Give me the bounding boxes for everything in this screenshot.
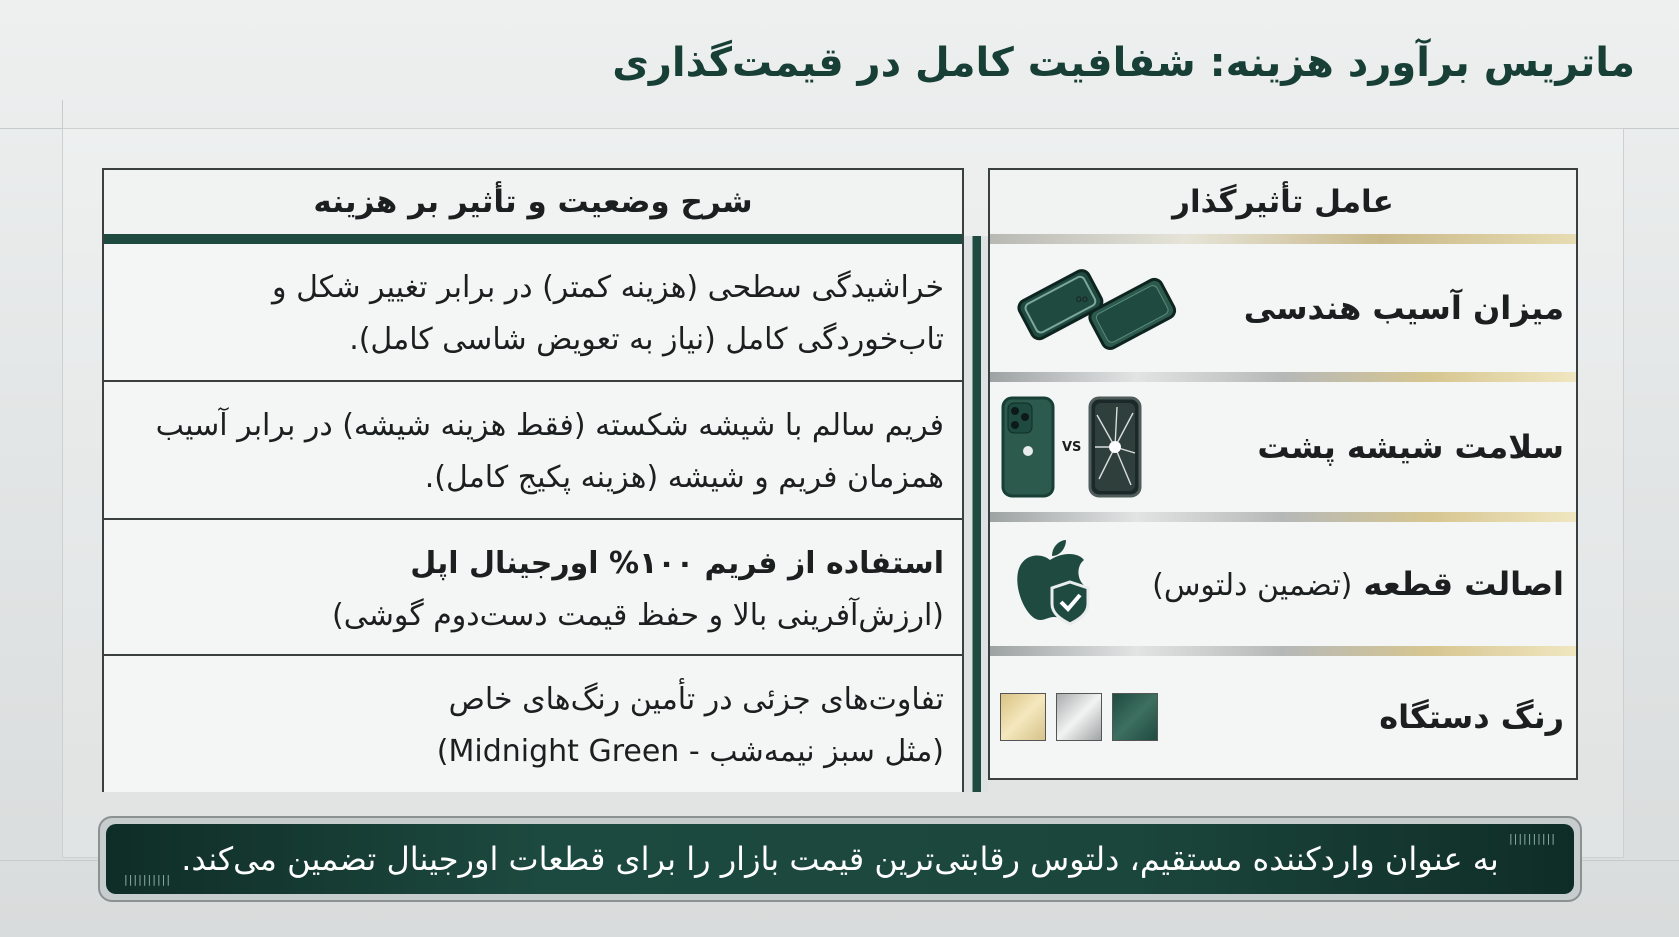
factor-label-note: (تضمین دلتوس): [1152, 568, 1353, 603]
description-cell-geometry: [104, 244, 962, 380]
factor-label-text: اصالت قطعه: [1363, 565, 1564, 603]
description-line: همزمان فریم و شیشه (هزینه پکیج کامل).: [424, 460, 944, 495]
bent-phone-icon: [1000, 258, 1180, 358]
svg-text:oo: oo: [1075, 294, 1088, 305]
swatch-gold: [1000, 693, 1046, 741]
factor-cell-backglass: [988, 382, 1578, 512]
vs-label: VS: [1062, 439, 1082, 455]
header-accent-bar: [102, 234, 964, 244]
description-cell-backglass: [104, 380, 962, 518]
row-separator: [988, 646, 1578, 656]
decor-line: [0, 128, 62, 129]
swatch-silver: [1056, 693, 1102, 741]
banner-text: به عنوان واردکننده مستقیم، دلتوس رقابتی‌ترین قیمت بازار را برای قطعات اورجینال تضمین می‌کند.: [181, 840, 1499, 878]
row-separator: [988, 512, 1578, 522]
swatch-midnight-green: [1112, 693, 1158, 741]
description-line: استفاده از فریم ۱۰۰% اورجینال اپل: [410, 546, 944, 581]
description-line: خراشیدگی سطحی (هزینه کمتر) در برابر تغییر شکل و: [272, 270, 944, 305]
description-line: (مثل سبز نیمه‌شب - Midnight Green): [436, 734, 944, 769]
factor-header: عامل تأثیرگذار: [988, 168, 1578, 234]
row-separator: [988, 372, 1578, 382]
description-line: (ارزش‌آفرینی بالا و حفظ قیمت دست‌دوم گوشی): [332, 598, 944, 633]
color-swatches-icon: [1000, 693, 1158, 741]
factor-column: [988, 168, 1578, 792]
description-line: فریم سالم با شیشه شکسته (فقط هزینه شیشه) در برابر آسیب: [155, 408, 944, 443]
factor-label: میزان آسیب هندسی: [1243, 289, 1564, 327]
bottom-banner: [98, 816, 1582, 902]
cracked-vs-intact-phone-icon: [1000, 395, 1143, 499]
apple-shield-icon: [1000, 532, 1100, 636]
banner-tick-decor: ||||||||||: [124, 873, 172, 886]
factor-label: رنگ دستگاه: [1379, 698, 1564, 736]
factor-label: [1152, 565, 1564, 603]
description-cell-color: [104, 654, 962, 792]
description-rows: [102, 244, 964, 792]
page-title: ماتریس برآورد هزینه: شفافیت کامل در قیمت‌گذاری: [612, 40, 1635, 86]
factor-cell-color: [988, 656, 1578, 780]
description-cell-authenticity: [104, 518, 962, 654]
factor-label: سلامت شیشه پشت: [1257, 428, 1564, 466]
factor-cell-geometry: [988, 244, 1578, 372]
column-divider: [964, 236, 988, 792]
decor-line: [1622, 128, 1679, 129]
banner-inner: [106, 824, 1574, 894]
description-header: شرح وضعیت و تأثیر بر هزینه: [102, 168, 964, 234]
description-line: تفاوت‌های جزئی در تأمین رنگ‌های خاص: [448, 682, 944, 717]
banner-tick-decor: ||||||||||: [1508, 832, 1556, 845]
description-column: [102, 168, 964, 792]
factor-cell-authenticity: [988, 522, 1578, 646]
description-line: تاب‌خوردگی کامل (نیاز به تعویض شاسی کامل).: [349, 322, 944, 357]
header-gold-bar: [988, 234, 1578, 244]
